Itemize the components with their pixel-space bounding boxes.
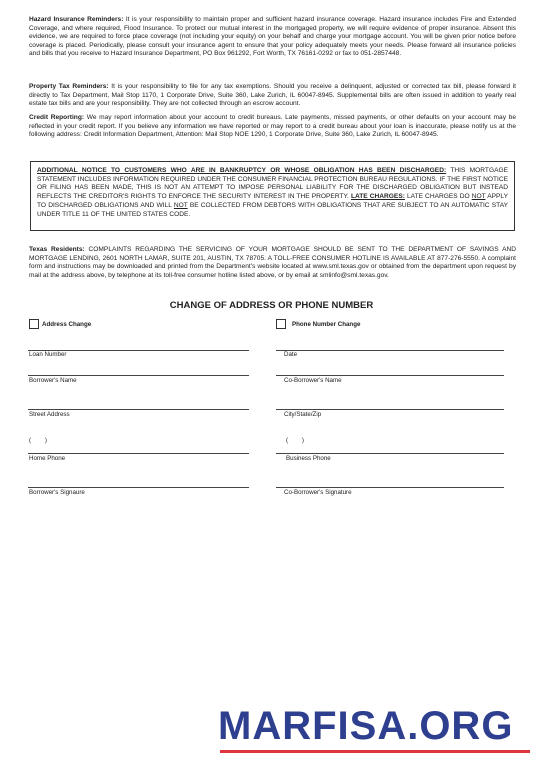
borrower-signature-label: Borrower's Signaure — [29, 489, 85, 496]
not-emphasis-2: NOT — [173, 201, 188, 209]
bankruptcy-notice-text — [37, 167, 508, 219]
street-address-field[interactable] — [28, 409, 249, 410]
loan-number-label: Loan Number — [29, 351, 67, 358]
texas-heading: Texas Residents: — [29, 246, 85, 253]
notice-heading: ADDITIONAL NOTICE TO CUSTOMERS WHO ARE IN BANKRUPTCY OR WHOSE OBLIGATION HAS BEEN DISCHARGED: — [37, 167, 447, 174]
hazard-heading: Hazard Insurance Reminders: — [29, 16, 124, 23]
business-phone-label: Business Phone — [286, 455, 331, 462]
marfisa-logo: MARFISA.ORG — [218, 704, 514, 748]
credit-heading: Credit Reporting: — [29, 114, 85, 121]
coborrower-signature-label: Co-Borrower's Signature — [284, 489, 352, 496]
home-phone-area-code: ( ) — [29, 437, 47, 444]
home-phone-field[interactable] — [28, 453, 249, 454]
borrower-name-field[interactable] — [28, 375, 249, 376]
credit-reporting-section — [29, 114, 516, 140]
hazard-insurance-section — [29, 16, 516, 59]
business-phone-field[interactable] — [276, 453, 504, 454]
notice-body-1: THIS MORTGAGE STATEMENT INCLUDES INFORMATION REQUIRED UNDER THE CONSUMER FINANCIAL PROTECTION BUREAU REGULATIONS. IF THE FIRST NOTICE OR FILING HAS BEEN MADE, THIS IS NOT AN ATTEMPT TO IMPOSE PERSONAL LIABILITY FOR THE DISCHARGED OBLIGATION BUT INSTEAD REFLECTS THE CREDITOR'S RIGHTS TO ENFORCE THE SECURITY INTEREST IN THE PROPERTY. — [37, 167, 508, 201]
home-phone-label: Home Phone — [29, 455, 66, 462]
coborrower-name-label: Co-Borrower's Name — [284, 377, 342, 384]
borrower-name-label: Borrower's Name — [29, 377, 77, 384]
coborrower-name-field[interactable] — [276, 375, 504, 376]
hazard-body: It is your responsibility to maintain proper and sufficient hazard insurance coverage. Hazard insurance includes Fire and Extended Coverage, and where required, Flood Insurance. To protect our mutual interest in the mortgaged property, we will require evidence of proper insurance. Absent this evidence, we are required to force place coverage (not including your equity) on your behalf and charge your mortgage account. You will be given prior notice before coverage is placed. Periodically, please consult your insurance agent to ensure that your policy adequately meets your needs. Please forward all insurance policies and bills that you receive to Hazard Insurance Department, PO Box 961292, Fort Worth, TX 76161-0292 or fax to 051-2857448. — [29, 16, 516, 58]
notice-body-3: APPLY TO DISCHARGED OBLIGATIONS AND WILL — [37, 193, 508, 209]
city-state-zip-label: City/State/Zip — [284, 411, 322, 418]
city-state-zip-field[interactable] — [276, 409, 504, 410]
credit-body: We may report information about your account to credit bureaus. Late payments, missed payments, or other defaults on your account may be reflected in your credit report. If you believe any information we have reported or may report to a credit bureau about your loan is inaccurate, please notify us at the following address: Credit Information Department, Attention: Mail Stop NOE 1290, 1 Corporate Drive, Suite 360, Lake Zurich, IL 60047-8945. — [29, 114, 516, 139]
borrower-signature-field[interactable] — [28, 487, 249, 488]
bankruptcy-notice-box — [30, 161, 515, 231]
form-title: CHANGE OF ADDRESS OR PHONE NUMBER — [169, 300, 374, 311]
texas-residents-section — [29, 246, 516, 280]
business-phone-area-code: ( ) — [286, 437, 304, 444]
notice-body-4: BE COLLECTED FROM DEBTORS WITH OBLIGATIONS THAT ARE SUBJECT TO AN AUTOMATIC STAY UNDER TITLE 11 OF THE UNITED STATES CODE. — [37, 201, 508, 218]
logo-underline — [220, 750, 530, 753]
date-label: Date — [284, 351, 298, 358]
property-tax-section — [29, 83, 516, 109]
street-address-label: Street Address — [29, 411, 70, 418]
phone-change-checkbox[interactable] — [276, 319, 286, 329]
property-tax-heading: Property Tax Reminders: — [29, 83, 109, 90]
phone-change-label: Phone Number Change — [292, 321, 361, 328]
date-field[interactable] — [276, 350, 504, 351]
not-emphasis-1: NOT — [471, 193, 486, 201]
address-change-checkbox[interactable] — [29, 319, 39, 329]
address-change-label: Address Change — [42, 321, 92, 328]
coborrower-signature-field[interactable] — [276, 487, 504, 488]
texas-body: COMPLAINTS REGARDING THE SERVICING OF YOUR MORTGAGE SHOULD BE SENT TO THE DEPARTMENT OF SAVINGS AND MORTGAGE LENDING, 2601 NORTH LAMAR, SUITE 201, AUSTIN, TX 78705. A TOLL-FREE CONSUMER HOTLINE IS AVAILABLE AT 877-276-5550. A complaint form and instructions may be downloaded and printed from the Department's website located at www.sml.texas.gov or obtained from the department upon request by mail at the address above, by telephone at its toll-free consumer hotline listed above, or by email at smlinfo@sml.texas.gov. — [29, 246, 517, 279]
property-tax-body: It is your responsibility to file for any tax exemptions. Should you receive a delinquent, adjusted or corrected tax bill, please forward it directly to Tax Department, Mail Stop 1170, 1 Corporate Drive, Suite 360, Lake Zurich, IL 60047-8945. Supplemental bills are often issued in addition to yearly real estate tax bills and are your responsibility. They are not collected through an escrow account. — [29, 83, 516, 108]
late-charges-heading: LATE CHARGES: — [350, 193, 405, 201]
notice-body-2: LATE CHARGES DO — [404, 193, 472, 201]
